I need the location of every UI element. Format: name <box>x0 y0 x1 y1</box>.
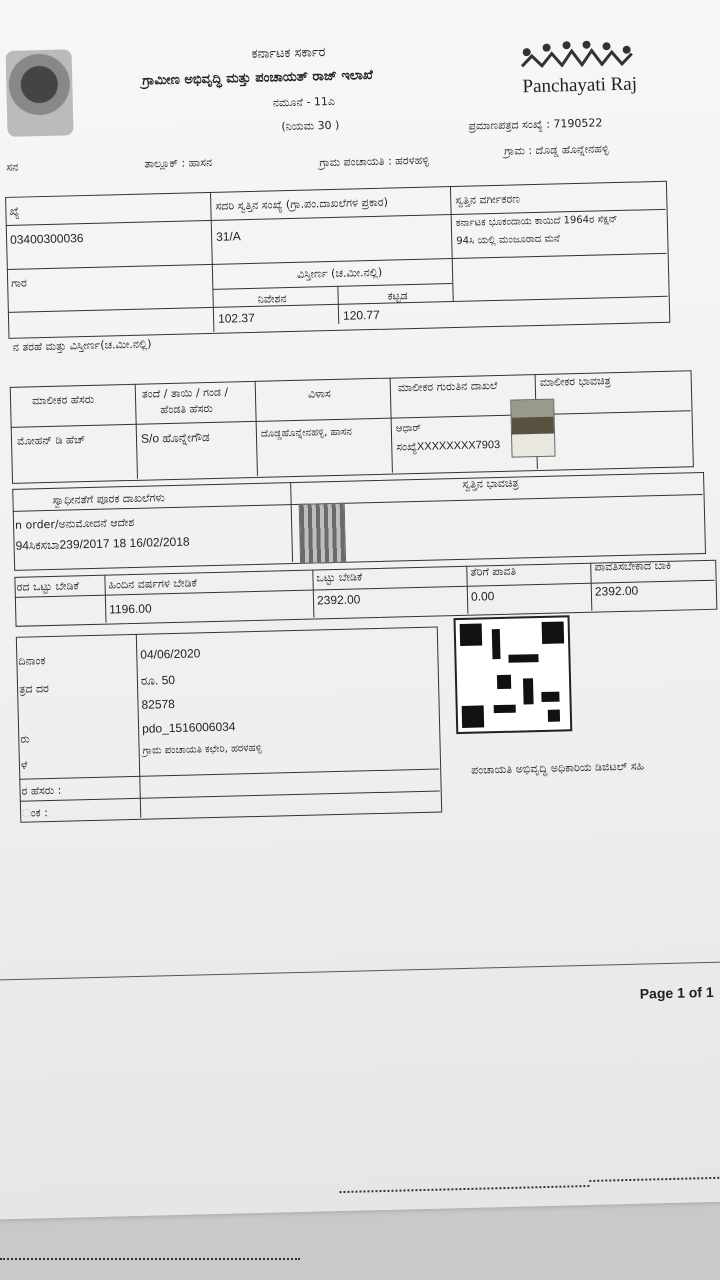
qr-code <box>453 615 572 734</box>
owner-photo-head: ಮಾಲೀಕರ ಭಾವಚಿತ್ರ <box>539 374 611 389</box>
area-head: ವಿಸ್ತೀರ್ಣ (ಚ.ಮೀ.ನಲ್ಲಿ) <box>296 265 383 281</box>
officer-label: ರು <box>20 732 30 746</box>
site-area: 102.37 <box>217 310 255 326</box>
issuer-date-label: ಂಕ : <box>21 806 49 820</box>
office-label: ಳೆ <box>20 758 28 772</box>
fee-label: ತ್ರದ ದರ <box>18 682 50 696</box>
karnataka-emblem-icon <box>6 49 74 137</box>
property-photo <box>299 503 346 564</box>
id-doc-head: ಮಾಲೀಕರ ಗುರುತಿನ ದಾಖಲೆ <box>397 378 498 395</box>
property-number: 31/A <box>215 229 241 244</box>
tax-previous-value: 1196.00 <box>109 601 152 617</box>
owner-name: ಮೋಹನ್ ಡಿ ಹೆಚ್ <box>16 433 86 448</box>
owner-photo <box>510 399 555 458</box>
docs-head: ಸ್ವಾಧೀನತೆಗೆ ಪೂರಕ ದಾಖಲೆಗಳು <box>52 491 165 507</box>
office-value: ಗ್ರಾಮ ಪಂಚಾಯತಿ ಕಛೇರಿ, ಹರಳಹಳ್ಳಿ <box>142 742 262 757</box>
page-divider <box>0 961 720 981</box>
site-head: ನಿವೇಶನ <box>257 292 287 306</box>
property-id: 03400300036 <box>9 231 84 247</box>
tax-head-paid: ತೆರಿಗೆ ಪಾವತಿ <box>470 564 517 579</box>
tax-paid-value: 0.00 <box>470 589 495 604</box>
approval-order-label: n order/ಅನುಮೋದನೆ ಆದೇಶ <box>14 515 135 532</box>
tax-head-due: ಪಾವತಿಸಬೇಕಾದ ಬಾಕಿ <box>594 558 672 574</box>
col-head-property-no: ಸದರಿ ಸ್ವತ್ತಿನ ಸಂಖ್ಯೆ (ಗ್ರಾ.ಪಂ.ದಾಖಲೆಗಳ ಪ್ರಕಾರ) <box>215 195 389 213</box>
classification-line1: ಕರ್ನಾಟಕ ಭೂಕಂದಾಯ ಕಾಯಿದೆ 1964ರ ಸೆಕ್ಷನ್ <box>455 214 618 229</box>
panchayati-raj-logo-icon <box>516 35 637 68</box>
officer-id: pdo_1516006034 <box>141 719 236 736</box>
issue-date-label: ದಿನಾಂಕ <box>18 654 46 668</box>
address-head: ವಿಳಾಸ <box>307 387 331 401</box>
parent-head: ತಂದೆ / ತಾಯಿ / ಗಂಡ / <box>141 385 229 401</box>
tax-head-previous: ಹಿಂದಿನ ವರ್ಷಗಳ ಬೇಡಿಕೆ <box>108 576 197 592</box>
tax-total-value: 2392.00 <box>316 592 361 608</box>
dotted-line-bottom <box>0 1258 300 1260</box>
row-head-area: ಗಾರ <box>11 276 27 290</box>
tax-head-total-demand: ರದ ಒಟ್ಟು ಬೇಡಿಕೆ <box>16 579 79 594</box>
panchayati-raj-text: Panchayati Raj <box>522 73 638 98</box>
village-label: ಗ್ರಾಮ : ದೊಡ್ಡ ಹೊನ್ನೇನಹಳ್ಳಿ <box>503 142 609 158</box>
classification-line2: 94ಸಿ ಯಲ್ಲಿ ಮಂಜೂರಾದ ಮನೆ <box>456 233 561 247</box>
col-head-id: ಖ್ಯೆ <box>9 204 20 218</box>
parent-head-2: ಹೆಂಡತಿ ಹೆಸರು <box>160 401 213 417</box>
taluk-label: ತಾಲ್ಲೂಕ್ : ಹಾಸನ <box>144 155 213 171</box>
issuer-name-label: ರ ಹೆಸರು : <box>21 783 62 798</box>
owner-address: ದೊಡ್ಡಹೊನ್ನೇನಹಳ್ಳಿ, ಹಾಸನ <box>260 426 352 440</box>
building-area: 120.77 <box>342 307 380 323</box>
dotted-line-2 <box>589 1176 720 1182</box>
issue-date: 04/06/2020 <box>140 646 201 662</box>
building-head: ಕಟ್ಟಡ <box>387 289 408 303</box>
gram-panchayat-label: ಗ್ರಾಮ ಪಂಚಾಯತಿ : ಹರಳಹಳ್ಳಿ <box>319 153 430 170</box>
district-label: ಸನ <box>6 160 19 174</box>
digital-signature-label: ಪಂಚಾಯತಿ ಅಭಿವೃದ್ಧಿ ಅಧಿಕಾರಿಯ ಡಿಜಿಟಲ್ ಸಹಿ <box>471 759 645 777</box>
approval-order-number: 94ಸಿಕಸಬಾ239/2017 18 16/02/2018 <box>15 534 190 553</box>
property-photo-head: ಸ್ವತ್ತಿನ ಭಾವಚಿತ್ರ <box>462 476 519 491</box>
owner-id-number: ಸಂಖ್ಯೆXXXXXXXX7903 <box>396 438 501 454</box>
dept-title: ಗ್ರಾಮೀಣ ಅಭಿವೃದ್ಧಿ ಮತ್ತು ಪಂಚಾಯತ್ ರಾಜ್ ಇಲಾಖೆ <box>142 67 374 89</box>
rule-number: (ನಿಯಮ 30 ) <box>281 118 340 134</box>
tax-due-value: 2392.00 <box>594 583 639 599</box>
dotted-line-1 <box>339 1185 589 1193</box>
gov-title: ಕರ್ನಾಟಕ ಸರ್ಕಾರ <box>251 45 326 62</box>
owner-parent: S/o ಹೊನ್ನೇಗೌಡ <box>140 430 210 446</box>
page-indicator: Page 1 of 1 <box>639 983 714 1002</box>
tax-head-total: ಒಟ್ಟು ಬೇಡಿಕೆ <box>316 570 363 585</box>
owner-name-head: ಮಾಲೀಕರ ಹೆಸರು <box>31 392 95 408</box>
col-head-classification: ಸ್ವತ್ತಿನ ವರ್ಗೀಕರಣ <box>455 192 521 207</box>
type-area-label: ನ ತರಹೆ ಮತ್ತು ವಿಸ್ತೀರ್ಣ(ಚ.ಮೀ.ನಲ್ಲಿ) <box>12 337 152 354</box>
fee-value: ರೂ. 50 <box>140 672 176 688</box>
owner-id-type: ಆಧಾರ್ <box>395 422 422 435</box>
form-number: ನಮೂನೆ - 11ಎ <box>272 94 336 110</box>
receipt-number: 82578 <box>141 696 176 712</box>
certificate-number: ಪ್ರಮಾಣಪತ್ರದ ಸಂಖ್ಯೆ : 7190522 <box>468 116 603 133</box>
